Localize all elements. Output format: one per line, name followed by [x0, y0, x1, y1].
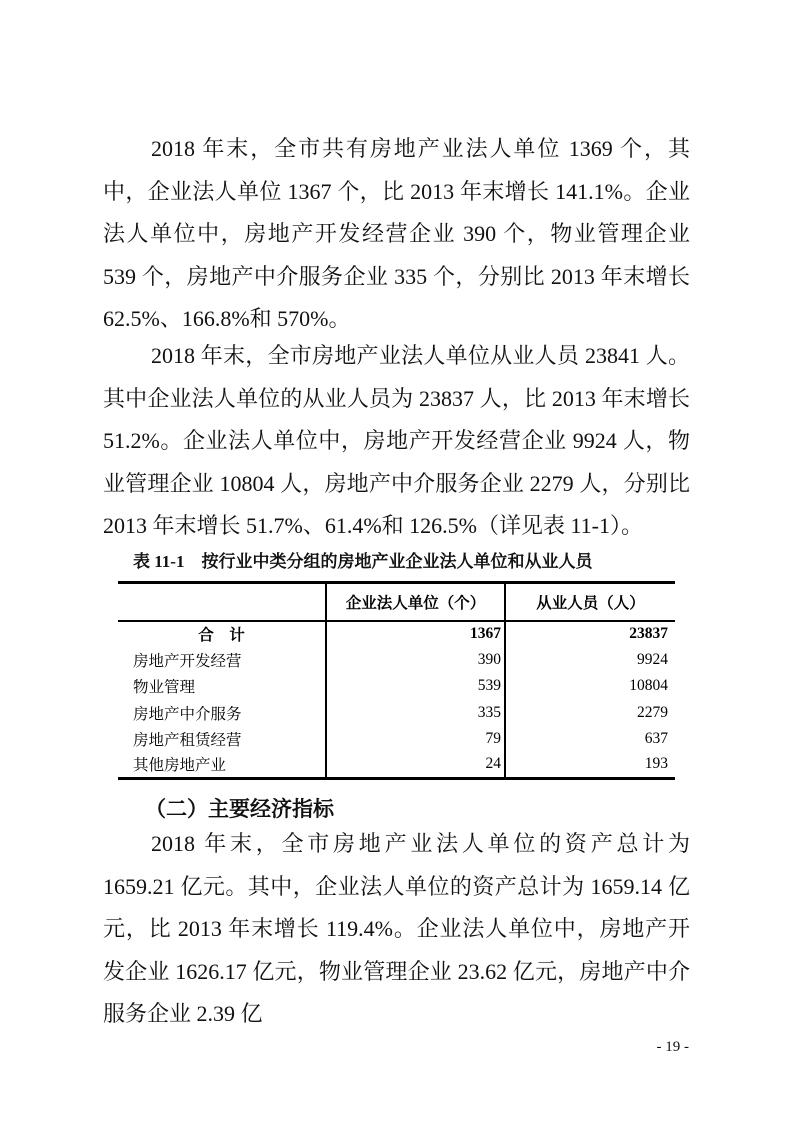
row-employed-persons-value: 23837: [505, 621, 675, 647]
table-title: 表 11-1 按行业中类分组的房地产业企业法人单位和从业人员: [133, 552, 593, 571]
row-category-label: 物业管理: [133, 679, 196, 697]
row-category-label: 房地产租赁经营: [133, 731, 242, 749]
table-header-row: [118, 583, 675, 621]
row-category-label: 房地产开发经营: [133, 652, 242, 670]
table-row: [118, 673, 675, 699]
paragraph-legal-entities: 2018 年末，全市共有房地产业法人单位 1369 个，其中，企业法人单位 1367 个，比 2013 年末增长 141.1%。企业法人单位中，房地产开发经营企业 390 个，物业管理企业 539 个，房地产中介服务企业 335 个，分别比 2013 年末增长 62.5%、166.8%和 570%。: [103, 136, 690, 331]
table-row: [118, 699, 675, 725]
row-enterprise-units-value: 79: [326, 726, 505, 752]
row-employed-persons-value: 9924: [505, 647, 675, 673]
row-enterprise-units-value: 390: [326, 647, 505, 673]
table-row: [118, 621, 675, 647]
row-enterprise-units-value: 335: [326, 699, 505, 725]
header-category-empty: [118, 583, 326, 621]
row-employed-persons-value: 10804: [505, 673, 675, 699]
table-row: [118, 647, 675, 673]
row-category-label: 房地产中介服务: [133, 705, 242, 723]
section-heading: （二）主要经济指标: [145, 798, 334, 821]
table-body: [118, 621, 675, 779]
page-number: - 19 -: [656, 1039, 689, 1055]
header-employed-persons: 从业人员（人）: [505, 583, 675, 621]
statistics-table: [118, 581, 675, 780]
row-enterprise-units-value: 1367: [326, 621, 505, 647]
table-row: [118, 752, 675, 778]
row-employed-persons-value: 637: [505, 726, 675, 752]
table-row: [118, 726, 675, 752]
row-employed-persons-value: 193: [505, 752, 675, 778]
row-enterprise-units-value: 24: [326, 752, 505, 778]
paragraph-economic-indicators: 2018 年末，全市房地产业法人单位的资产总计为 1659.21 亿元。其中，企业法人单位的资产总计为 1659.14 亿元，比 2013 年末增长 119.4%。企业法人单位中，房地产开发企业 1626.17 亿元，物业管理企业 23.62 亿元，房地产中介服务企业 2.39 亿: [103, 831, 690, 1026]
header-enterprise-units: 企业法人单位（个）: [326, 583, 505, 621]
row-enterprise-units-value: 539: [326, 673, 505, 699]
paragraph-employees: 2018 年末，全市房地产业法人单位从业人员 23841 人。其中企业法人单位的从业人员为 23837 人，比 2013 年末增长 51.2%。企业法人单位中，房地产开发经营企业 9924 人，物业管理企业 10804 人，房地产中介服务企业 2279 人，分别比 2013 年末增长 51.7%、61.4%和 126.5%（详见表 11-1）。: [103, 343, 690, 538]
row-category-label: 其他房地产业: [133, 757, 227, 775]
row-category-label: 合 计: [198, 627, 245, 645]
row-employed-persons-value: 2279: [505, 699, 675, 725]
